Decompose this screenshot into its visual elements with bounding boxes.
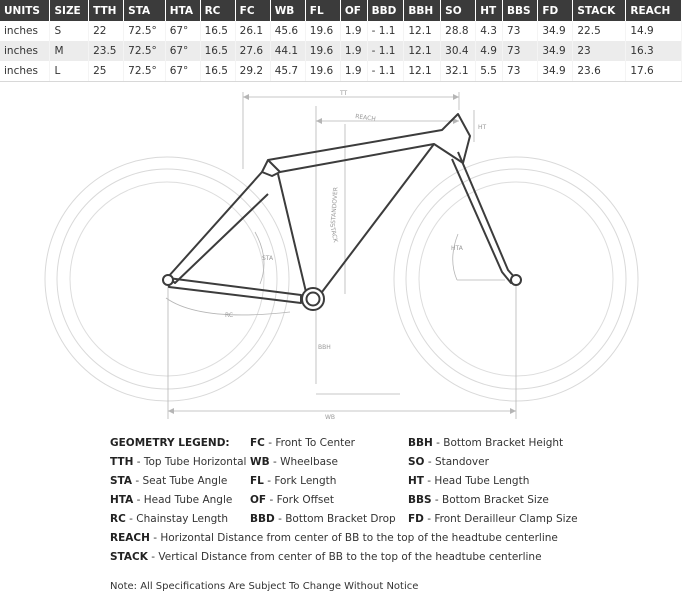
legend-abbr: REACH bbox=[110, 532, 150, 544]
legend-abbr: OF bbox=[250, 494, 267, 506]
bbh-label: BBH bbox=[318, 344, 331, 351]
disclaimer-note: Note: All Specifications Are Subject To Change Without Notice bbox=[110, 581, 419, 592]
table-cell: 29.2 bbox=[235, 61, 270, 82]
table-cell: 72.5° bbox=[124, 21, 166, 41]
table-cell: - 1.1 bbox=[367, 41, 404, 61]
legend-item bbox=[110, 456, 246, 468]
bike-frame bbox=[168, 114, 517, 303]
table-cell: 12.1 bbox=[404, 21, 441, 41]
column-header: FL bbox=[305, 0, 340, 21]
legend-item bbox=[110, 513, 228, 525]
table-header-row bbox=[0, 0, 682, 21]
legend-item bbox=[110, 551, 542, 563]
legend-item bbox=[250, 456, 338, 468]
table-cell: 67° bbox=[165, 21, 200, 41]
table-cell: 16.5 bbox=[200, 61, 235, 82]
table-cell: inches bbox=[0, 41, 50, 61]
bike-geometry-diagram bbox=[0, 84, 682, 424]
legend-abbr: WB bbox=[250, 456, 270, 468]
table-row bbox=[0, 21, 682, 41]
table-cell: S bbox=[50, 21, 89, 41]
ht-label: HT bbox=[478, 124, 487, 131]
legend-item bbox=[250, 513, 396, 525]
table-cell: 19.6 bbox=[305, 21, 340, 41]
legend-abbr: FD bbox=[408, 513, 424, 525]
legend-item bbox=[250, 494, 334, 506]
column-header: BBH bbox=[404, 0, 441, 21]
table-cell: 72.5° bbox=[124, 61, 166, 82]
legend-desc: - Fork Offset bbox=[269, 494, 334, 506]
table-row bbox=[0, 41, 682, 61]
tt-label: TT bbox=[340, 90, 348, 97]
legend-abbr: RC bbox=[110, 513, 126, 525]
column-header: UNITS bbox=[0, 0, 50, 21]
table-cell: 19.6 bbox=[305, 61, 340, 82]
legend-desc: - Vertical Distance from center of BB to the top of the headtube centerline bbox=[151, 551, 542, 563]
legend-abbr: HT bbox=[408, 475, 424, 487]
table-cell: 5.5 bbox=[476, 61, 503, 82]
legend-desc: - Seat Tube Angle bbox=[135, 475, 228, 487]
column-header: FC bbox=[235, 0, 270, 21]
legend-desc: - Front To Center bbox=[268, 437, 355, 449]
table-cell: 27.6 bbox=[235, 41, 270, 61]
table-cell: 19.6 bbox=[305, 41, 340, 61]
table-cell: 25 bbox=[89, 61, 124, 82]
table-cell: 34.9 bbox=[538, 61, 573, 82]
table-cell: 45.7 bbox=[270, 61, 305, 82]
table-cell: 26.1 bbox=[235, 21, 270, 41]
table-cell: 34.9 bbox=[538, 21, 573, 41]
table-cell: 16.5 bbox=[200, 21, 235, 41]
table-cell: 34.9 bbox=[538, 41, 573, 61]
legend-desc: - Wheelbase bbox=[272, 456, 338, 468]
dimension-lines bbox=[166, 92, 516, 419]
table-cell: 44.1 bbox=[270, 41, 305, 61]
standover-label: STANDOVER bbox=[330, 186, 340, 225]
legend-item bbox=[250, 475, 336, 487]
legend-item bbox=[110, 475, 227, 487]
column-header: REACH bbox=[626, 0, 682, 21]
legend-item bbox=[408, 456, 489, 468]
legend-desc: - Bottom Bracket Drop bbox=[278, 513, 396, 525]
column-header: BBD bbox=[367, 0, 404, 21]
legend-item bbox=[408, 494, 549, 506]
table-cell: 14.9 bbox=[626, 21, 682, 41]
legend-abbr: SO bbox=[408, 456, 425, 468]
legend-item bbox=[110, 532, 558, 544]
legend-item bbox=[408, 475, 529, 487]
legend-abbr: HTA bbox=[110, 494, 134, 506]
geometry-table bbox=[0, 0, 682, 82]
column-header: BBS bbox=[503, 0, 538, 21]
table-cell: 23 bbox=[573, 41, 626, 61]
table-body bbox=[0, 21, 682, 82]
legend-desc: - Top Tube Horizontal bbox=[136, 456, 247, 468]
column-header: HTA bbox=[165, 0, 200, 21]
legend-desc: - Bottom Bracket Height bbox=[436, 437, 564, 449]
legend-desc: - Bottom Bracket Size bbox=[434, 494, 549, 506]
dimension-arrows bbox=[168, 94, 516, 414]
legend-item bbox=[250, 437, 355, 449]
wb-label: WB bbox=[325, 414, 336, 421]
legend-desc: - Front Derailleur Clamp Size bbox=[427, 513, 578, 525]
legend-title: GEOMETRY LEGEND: bbox=[110, 437, 230, 449]
geometry-legend bbox=[0, 432, 682, 602]
table-cell: 32.1 bbox=[441, 61, 476, 82]
table-cell: 4.9 bbox=[476, 41, 503, 61]
table-cell: 1.9 bbox=[340, 61, 367, 82]
legend-desc: - Fork Length bbox=[267, 475, 337, 487]
legend-desc: - Standover bbox=[427, 456, 489, 468]
column-header: RC bbox=[200, 0, 235, 21]
column-header: TTH bbox=[89, 0, 124, 21]
table-cell: 67° bbox=[165, 41, 200, 61]
legend-desc: - Head Tube Angle bbox=[136, 494, 233, 506]
legend-abbr: TTH bbox=[110, 456, 134, 468]
table-cell: 16.5 bbox=[200, 41, 235, 61]
legend-abbr: FL bbox=[250, 475, 264, 487]
table-cell: 45.6 bbox=[270, 21, 305, 41]
table-cell: 28.8 bbox=[441, 21, 476, 41]
legend-desc: - Chainstay Length bbox=[129, 513, 229, 525]
table-cell: 16.3 bbox=[626, 41, 682, 61]
legend-desc: - Horizontal Distance from center of BB to the top of the headtube centerline bbox=[153, 532, 558, 544]
table-cell: - 1.1 bbox=[367, 21, 404, 41]
table-cell: L bbox=[50, 61, 89, 82]
column-header: FD bbox=[538, 0, 573, 21]
legend-abbr: BBS bbox=[408, 494, 432, 506]
legend-item bbox=[408, 513, 578, 525]
table-row bbox=[0, 61, 682, 82]
legend-abbr: FC bbox=[250, 437, 265, 449]
sta-label: STA bbox=[262, 255, 274, 262]
table-cell: 72.5° bbox=[124, 41, 166, 61]
table-cell: 1.9 bbox=[340, 41, 367, 61]
table-cell: 17.6 bbox=[626, 61, 682, 82]
legend-abbr: BBH bbox=[408, 437, 433, 449]
stack-label: STACK bbox=[328, 222, 339, 244]
table-cell: inches bbox=[0, 21, 50, 41]
column-header: SIZE bbox=[50, 0, 89, 21]
legend-abbr: BBD bbox=[250, 513, 275, 525]
table-cell: M bbox=[50, 41, 89, 61]
reach-label: REACH bbox=[354, 113, 377, 123]
table-cell: 30.4 bbox=[441, 41, 476, 61]
table-cell: 12.1 bbox=[404, 41, 441, 61]
table-cell: - 1.1 bbox=[367, 61, 404, 82]
table-cell: 73 bbox=[503, 41, 538, 61]
column-header: OF bbox=[340, 0, 367, 21]
column-header: HT bbox=[476, 0, 503, 21]
rc-label: RC bbox=[225, 312, 234, 319]
table-cell: 22.5 bbox=[573, 21, 626, 41]
table-cell: 4.3 bbox=[476, 21, 503, 41]
column-header: STACK bbox=[573, 0, 626, 21]
hta-label: HTA bbox=[451, 245, 463, 252]
legend-abbr: STACK bbox=[110, 551, 148, 563]
legend-item bbox=[408, 437, 563, 449]
column-header: SO bbox=[441, 0, 476, 21]
table-cell: 1.9 bbox=[340, 21, 367, 41]
legend-abbr: STA bbox=[110, 475, 133, 487]
table-cell: inches bbox=[0, 61, 50, 82]
table-cell: 73 bbox=[503, 61, 538, 82]
table-cell: 23.5 bbox=[89, 41, 124, 61]
table-cell: 12.1 bbox=[404, 61, 441, 82]
legend-item bbox=[110, 494, 232, 506]
column-header: WB bbox=[270, 0, 305, 21]
table-cell: 22 bbox=[89, 21, 124, 41]
table-cell: 23.6 bbox=[573, 61, 626, 82]
table-cell: 73 bbox=[503, 21, 538, 41]
column-header: STA bbox=[124, 0, 166, 21]
legend-desc: - Head Tube Length bbox=[427, 475, 530, 487]
table-cell: 67° bbox=[165, 61, 200, 82]
